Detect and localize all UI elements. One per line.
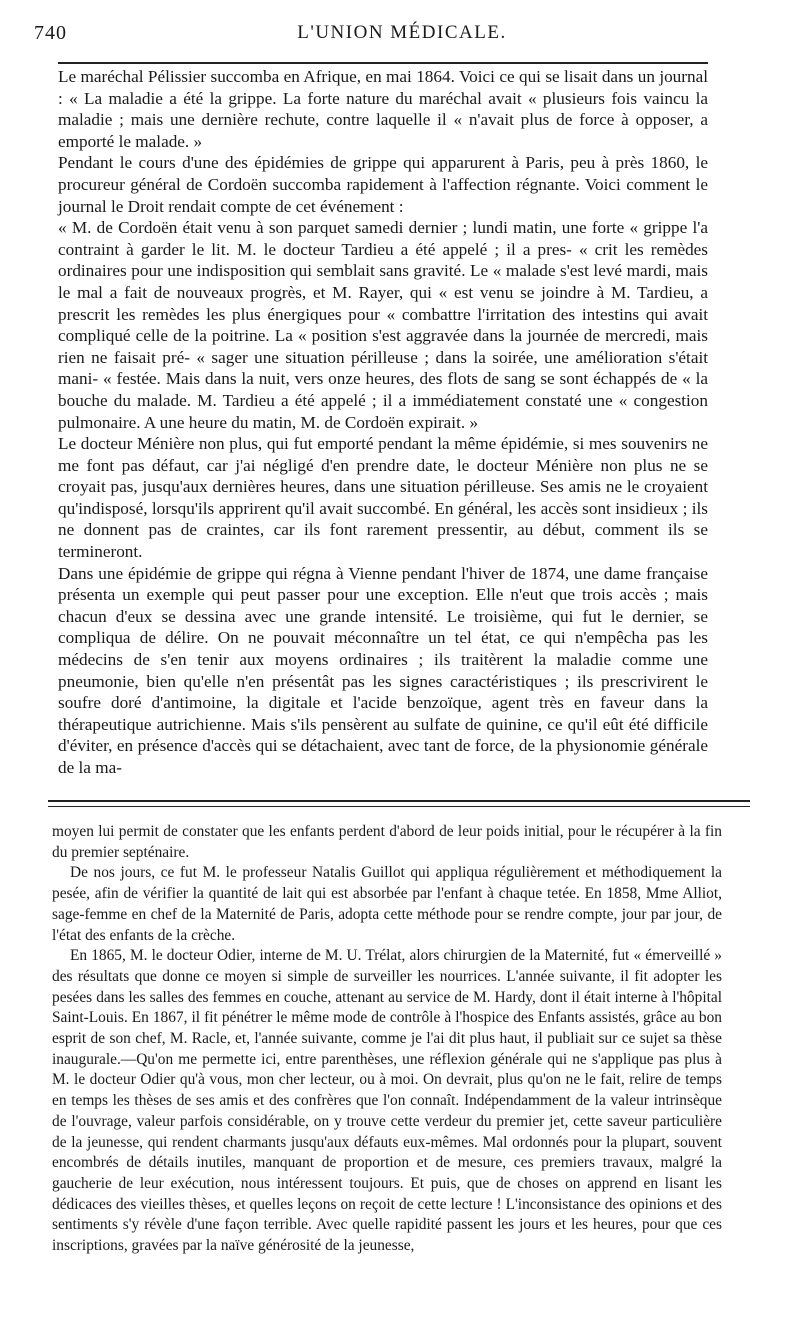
main-article xyxy=(58,66,708,779)
page-number: 740 xyxy=(34,22,67,44)
quoted-paragraph: « M. de Cordoën était venu à son parquet samedi dernier ; lundi matin, une forte « grippe l'a contraint à garder le lit. M. le docteur Tardieu a été appelé ; il a pres- « crit les remèdes ordinaires pour une indisposition qui semblait sans gravité. Le « malade s'est levé mardi, mais le mal a fait de nouveaux progrès, et M. Rayer, qui « est venu se joindre à M. Tardieu, a prescrit les remèdes les plus énergiques pour « combattre l'irritation des intestins qui avait compliqué celle de la poitrine. La « position s'est aggravée dans la journée de mercredi, mais rien ne faisait pré- « sager une situation périlleuse ; dans la soirée, une amélioration s'était mani- « festée. Mais dans la nuit, vers onze heures, des flots de sang se sont échappés de « la bouche du malade. M. Tardieu a été appelé ; il a immédiatement constaté une « congestion pulmonaire. A une heure du matin, M. de Cordoën expirait. » xyxy=(58,218,708,432)
paragraph: Pendant le cours d'une des épidémies de grippe qui apparurent à Paris, peu à près 1860, le procureur général de Cordoën succomba rapidement à l'affection régnante. Voici comment le journal le Droit rendait compte de cet événement : xyxy=(58,153,708,216)
header-rule xyxy=(58,62,708,64)
feuilleton-section xyxy=(52,822,722,1257)
paragraph: Le maréchal Pélissier succomba en Afrique, en mai 1864. Voici ce qui se lisait dans un journal : « La maladie a été la grippe. La forte nature du maréchal avait « plusieurs fois vaincu la maladie ; mais une dernière rechute, contre laquelle il « n'avait plus de force à opposer, a emporté le malade. » xyxy=(58,67,708,151)
paragraph: Dans une épidémie de grippe qui régna à Vienne pendant l'hiver de 1874, une dame française présenta un exemple qui peut passer pour une exception. Elle n'eut que trois accès ; mais chacun d'eux se dessina avec une grande intensité. Le troisième, qui fut le dernier, se compliqua de délire. On ne pouvait méconnaître un tel état, ce qui n'empêcha pas les médecins de s'en tenir aux moyens ordinaires ; ils traitèrent la maladie comme une pneumonie, bien qu'elle n'en présentât pas les signes caractéristiques ; ils prescrivirent le soufre doré d'antimoine, la digitale et l'acide benzoïque, agent très en faveur dans la thérapeutique autrichienne. Mais s'ils pensèrent au sulfate de quinine, ce qu'il eût été difficile d'éviter, en présence d'accès qui se détachaient, avec tant de force, de la physionomie générale de la ma- xyxy=(58,563,708,777)
feuilleton-separator-thin xyxy=(48,806,750,807)
running-head xyxy=(34,18,770,52)
feuilleton-paragraph: De nos jours, ce fut M. le professeur Natalis Guillot qui appliqua régulièrement et méthodiquement la pesée, afin de vérifier la quantité de lait qui est absorbée par l'enfant à chaque tetée. En 1858, Mme Alliot, sage-femme en chef de la Maternité de Paris, adopta cette méthode pour se rendre compte, jour par jour, de l'état des enfants de la crèche. xyxy=(52,864,722,944)
paragraph: Le docteur Ménière non plus, qui fut emporté pendant la même épidémie, si mes souvenirs ne me font pas défaut, car j'ai négligé d'en prendre date, le docteur Ménière non plus ne se croyait pas, jusqu'aux dernières heures, dans une situation périlleuse. Ses amis ne le croyaient qu'indisposé, lorsqu'ils apprirent qu'il avait succombé. En général, les accès sont insidieux ; ils ne donnent pas de craintes, car ils font rarement pressentir, au début, comment ils se termineront. xyxy=(58,434,708,562)
feuilleton-paragraph: moyen lui permit de constater que les enfants perdent d'abord de leur poids initial, pour le récupérer à la fin du premier septénaire. xyxy=(52,823,722,861)
feuilleton-paragraph: En 1865, M. le docteur Odier, interne de M. U. Trélat, alors chirurgien de la Maternité, fut « émerveillé » des résultats que donne ce moyen si simple de surveiller les nourrices. L'année suivante, il fit adopter les pesées dans les salles des femmes en couche, attenant au service de M. Hardy, dont il était interne à l'hôpital Saint-Louis. En 1867, il fit pénétrer le même mode de contrôle à l'hospice des Enfants assistés, grâce au bon esprit de son chef, M. Racle, et, l'année suivante, comme je l'ai dit plus haut, il publiait sur ce sujet sa thèse inaugurale.—Qu'on me permette ici, entre parenthèses, une réflexion générale qui ne s'applique pas plus à M. le docteur Odier qu'à vous, mon cher lecteur, ou à moi. On devrait, plus qu'on ne le fait, relire de temps en temps les thèses de ses amis et des confrères que l'on connaît. Indépendamment de la valeur intrinsèque de l'ouvrage, valeur parfois considérable, on y trouve cette verdeur du premier jet, cette saveur particulière de la jeunesse, qui rendent charmants jusqu'aux défauts eux-mêmes. Mal ordonnés pour la plupart, souvent encombrés de détails inutiles, manquant de proportion et de mesure, ces premiers travaux, malgré la gaucherie de leur exécution, nous intéressent toujours. Et puis, que de choses on apprend en lisant les dédicaces des vieilles thèses, et quelles leçons on reçoit de cette lecture ! L'inconsistance des opinions et des sentiments s'y révèle d'une façon terrible. Avec quelle rapidité passent les jours et les heures, pour que ces inscriptions, gravées par la naïve générosité de la jeunesse, xyxy=(52,947,722,1255)
journal-title: L'UNION MÉDICALE. xyxy=(297,22,507,43)
feuilleton-separator xyxy=(48,800,750,802)
